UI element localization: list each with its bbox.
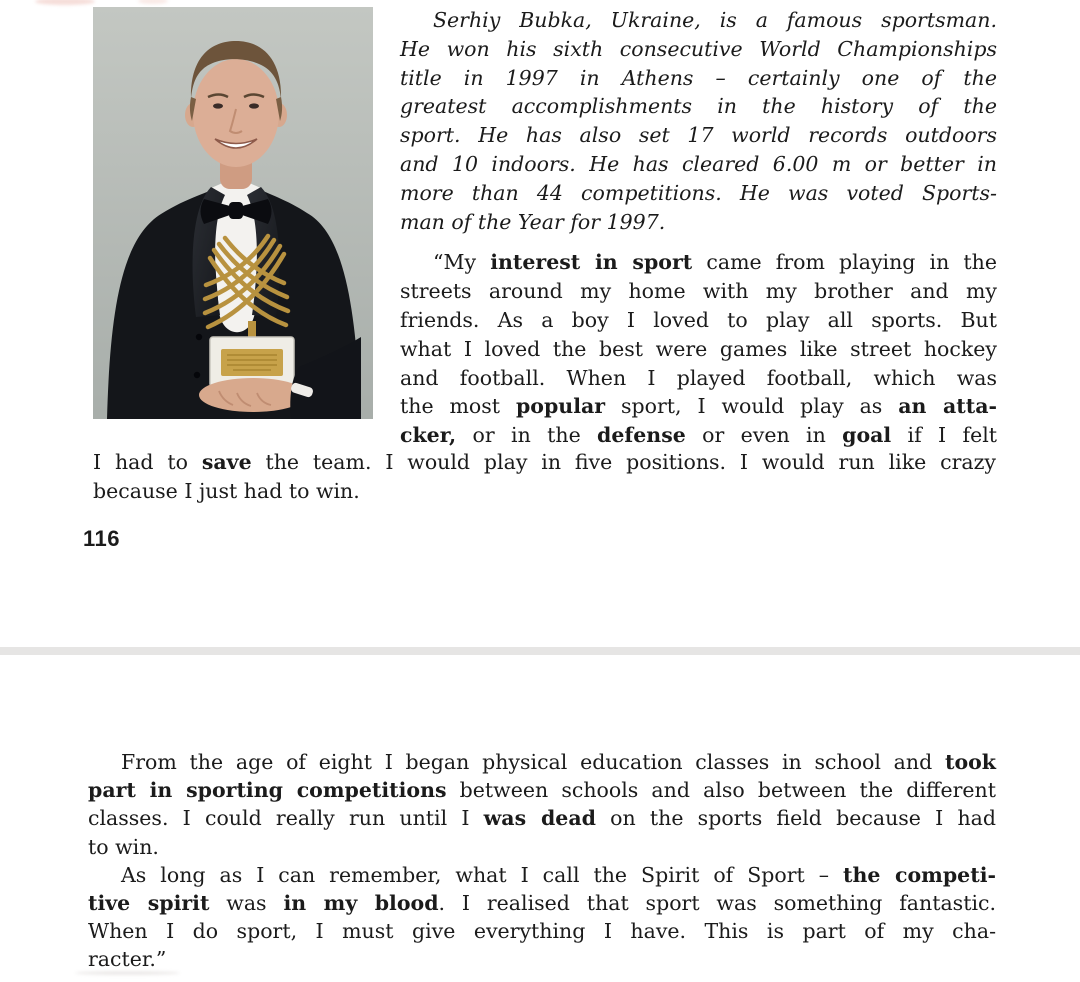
text-run: because I just had to win. [93,478,360,503]
text-run: or in the [456,423,598,448]
text-run: classes. I could really run until I [88,806,484,831]
bow-tie-knot [229,202,243,219]
text-run: if I felt [891,423,997,448]
text-run: was [209,891,284,916]
jacket-button [196,334,202,340]
text-line [88,748,996,776]
text-run: the competi- [842,862,996,887]
text-line [400,92,997,121]
text-run: man of the Year for 1997. [400,209,666,234]
text-run: part in sporting competitions [88,778,447,803]
text-run: He won his sixth consecutive World Championships [400,36,997,61]
text-run: and 10 indoors. He has cleared 6.00 m or better in [400,151,997,176]
text-line [88,917,996,945]
text-line [400,64,997,93]
intro-column [400,6,997,450]
text-run: an atta- [898,394,998,419]
text-run: to win. [88,834,159,859]
text-run: From the age of eight I began physical education classes in school and [121,750,945,774]
text-run: was dead [483,806,596,831]
text-line [93,477,996,506]
text-run: goal [842,423,892,448]
text-line [88,945,996,973]
page-number: 116 [83,526,120,551]
quote-paragraph-wide [93,448,996,506]
text-run: defense [597,423,686,448]
text-run: and football. When I played football, which was [400,365,997,390]
text-run: in my blood [283,891,439,916]
text-run: what I loved the best were games like street hockey [400,336,997,361]
text-line [88,833,996,861]
text-run: racter.” [88,947,167,972]
text-run: friends. As a boy I loved to play all sports. But [400,307,997,332]
text-run: Serhiy Bubka, Ukraine, is a famous sportsman. [433,8,997,32]
text-run: cker, [400,423,457,448]
text-run: the most [400,394,516,419]
text-run: or even in [685,423,843,448]
text-run: between schools and also between the different [446,778,996,803]
text-line [400,421,997,450]
text-run: on the sports field because I had [595,806,996,831]
text-line [400,150,997,179]
eye-right [249,103,259,108]
text-run: more than 44 competitions. He was voted Sports- [400,180,997,205]
trophy-plaque [221,349,283,376]
text-run: popular [515,394,606,419]
text-line [400,306,997,335]
jacket-button [194,372,200,378]
text-line [88,889,996,917]
quote-paragraph-narrow [400,248,997,450]
text-line [88,776,996,804]
text-line [400,121,997,150]
scan-artifact-top-mid [138,0,168,4]
text-line [93,448,996,477]
text-run: . I realised that sport was something fantastic. [438,891,996,916]
eye-left [213,103,223,108]
text-run: sport, I would play as [605,394,899,419]
text-run: greatest accomplishments in the history of the [400,94,997,119]
scan-artifact-top-left [35,0,95,5]
text-line [400,35,997,64]
scan-artifact-bottom [75,971,180,975]
text-run: interest in sport [490,250,693,275]
page-separator [0,647,1080,655]
text-line [400,208,997,237]
bubka-portrait-photo [93,7,373,419]
text-run: tive spirit [88,891,210,916]
text-line [400,392,997,421]
text-run: sport. He has also set 17 world records outdoors [400,123,997,148]
text-run: As long as I can remember, what I call the Spirit of Sport – [121,862,843,887]
text-run: When I do sport, I must give everything I have. This is part of my cha- [88,919,996,944]
text-run: took [944,750,996,774]
intro-paragraph [400,6,997,236]
text-line [88,861,996,889]
text-run: title in 1997 in Athens – certainly one of the [400,65,997,90]
text-run: I had to [93,450,202,474]
text-line [88,804,996,832]
text-line [400,248,997,277]
second-page-text [88,748,996,974]
text-line [400,179,997,208]
text-line [400,335,997,364]
text-run: save [201,450,252,474]
text-line [400,364,997,393]
text-run: streets around my home with my brother and my [400,279,997,304]
text-run: “My [433,250,491,275]
text-line [400,277,997,306]
text-run: the team. I would play in five positions. I would run like crazy [251,450,997,474]
text-line [400,6,997,35]
text-run: came from playing in the [692,250,997,275]
